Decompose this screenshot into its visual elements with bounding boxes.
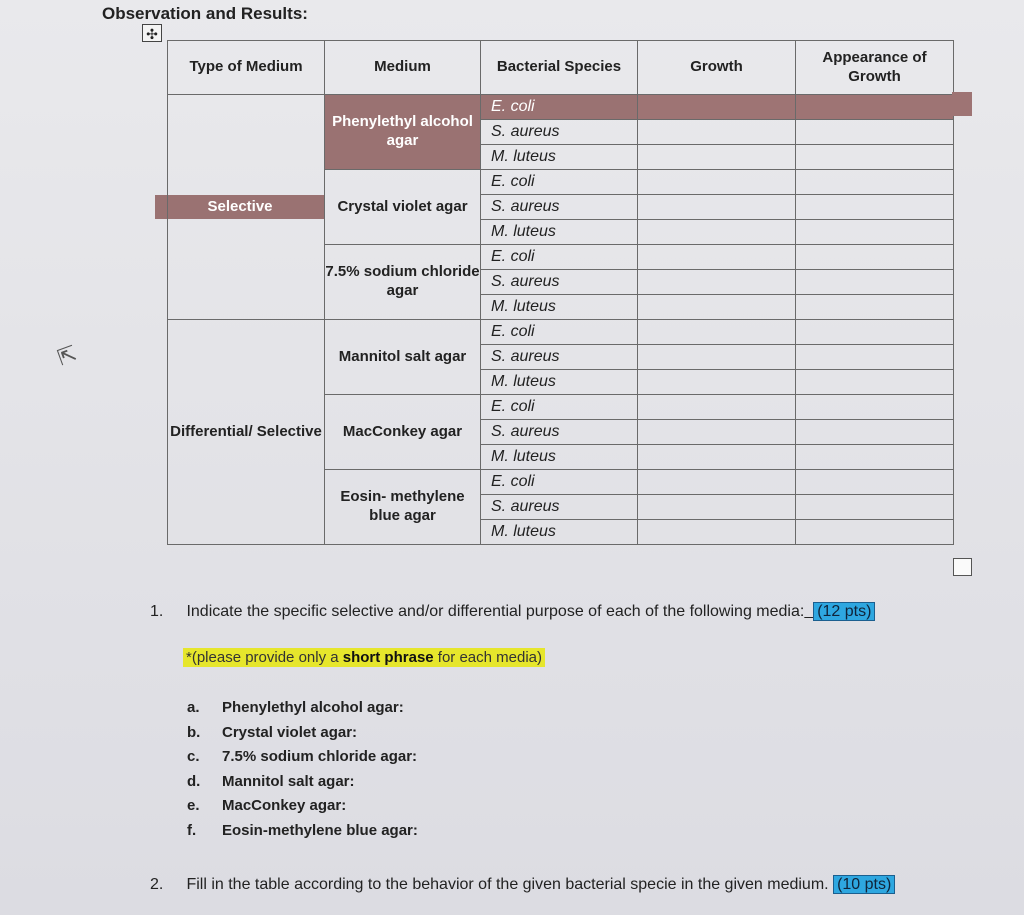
appearance-cell[interactable] bbox=[796, 345, 954, 370]
note-text-bold: short phrase bbox=[342, 649, 434, 666]
growth-cell[interactable] bbox=[638, 320, 796, 345]
question-2-text: Fill in the table according to the behavior of the given bacterial specie in the given medium. bbox=[186, 876, 829, 893]
table-header-row bbox=[168, 41, 954, 95]
question-2 bbox=[150, 876, 895, 894]
list-item bbox=[187, 724, 418, 749]
appearance-cell[interactable] bbox=[796, 520, 954, 545]
growth-cell[interactable] bbox=[638, 345, 796, 370]
type-cell-selective bbox=[168, 95, 325, 320]
growth-cell[interactable] bbox=[638, 420, 796, 445]
note-text-pre: *(please provide only a bbox=[186, 649, 343, 666]
growth-cell[interactable] bbox=[638, 120, 796, 145]
appearance-cell[interactable] bbox=[796, 95, 954, 120]
species-cell: E. coli bbox=[481, 95, 638, 120]
appearance-cell[interactable] bbox=[796, 120, 954, 145]
growth-cell[interactable] bbox=[638, 520, 796, 545]
species-cell: M. luteus bbox=[481, 445, 638, 470]
appearance-cell[interactable] bbox=[796, 320, 954, 345]
species-cell: M. luteus bbox=[481, 220, 638, 245]
list-item bbox=[187, 797, 418, 822]
header-appearance-of-growth: Appearance of Growth bbox=[796, 41, 954, 95]
medium-sodium-chloride: 7.5% sodium chloride agar bbox=[325, 245, 481, 320]
table-row bbox=[168, 320, 954, 345]
growth-cell[interactable] bbox=[638, 445, 796, 470]
item-letter: f. bbox=[187, 821, 197, 839]
medium-eosin-methylene-blue: Eosin- methylene blue agar bbox=[325, 470, 481, 545]
question-1-text: Indicate the specific selective and/or differential purpose of each of the following media: bbox=[186, 603, 805, 620]
question-1 bbox=[150, 603, 875, 621]
appearance-cell[interactable] bbox=[796, 145, 954, 170]
species-cell: E. coli bbox=[481, 320, 638, 345]
question-2-number: 2. bbox=[150, 876, 164, 893]
item-label: 7.5% sodium chloride agar: bbox=[222, 748, 418, 765]
type-differential-selective: Differential/ Selective bbox=[168, 320, 325, 545]
species-cell: E. coli bbox=[481, 470, 638, 495]
item-label: Phenylethyl alcohol agar: bbox=[222, 699, 404, 716]
row-selection-highlight bbox=[952, 92, 972, 116]
species-cell: S. aureus bbox=[481, 345, 638, 370]
header-type-of-medium: Type of Medium bbox=[168, 41, 325, 95]
species-cell: E. coli bbox=[481, 245, 638, 270]
appearance-cell[interactable] bbox=[796, 195, 954, 220]
header-medium: Medium bbox=[325, 41, 481, 95]
growth-cell[interactable] bbox=[638, 395, 796, 420]
appearance-cell[interactable] bbox=[796, 395, 954, 420]
type-selective: Selective bbox=[155, 195, 325, 219]
item-letter: e. bbox=[187, 797, 200, 814]
table-resize-handle-icon[interactable] bbox=[953, 558, 972, 576]
species-cell: M. luteus bbox=[481, 295, 638, 320]
appearance-cell[interactable] bbox=[796, 470, 954, 495]
appearance-cell[interactable] bbox=[796, 220, 954, 245]
appearance-cell[interactable] bbox=[796, 420, 954, 445]
growth-cell[interactable] bbox=[638, 170, 796, 195]
item-label: MacConkey agar: bbox=[222, 797, 347, 814]
growth-cell[interactable] bbox=[638, 370, 796, 395]
table-row bbox=[168, 95, 954, 120]
section-heading: Observation and Results: bbox=[102, 4, 308, 23]
growth-cell[interactable] bbox=[638, 95, 796, 120]
appearance-cell[interactable] bbox=[796, 445, 954, 470]
appearance-cell[interactable] bbox=[796, 295, 954, 320]
growth-cell[interactable] bbox=[638, 295, 796, 320]
question-1-points: (12 pts) bbox=[813, 602, 875, 621]
appearance-cell[interactable] bbox=[796, 270, 954, 295]
list-item bbox=[187, 699, 418, 724]
header-growth: Growth bbox=[638, 41, 796, 95]
note-text-post: for each media) bbox=[433, 649, 543, 666]
growth-cell[interactable] bbox=[638, 245, 796, 270]
appearance-cell[interactable] bbox=[796, 170, 954, 195]
list-item bbox=[187, 748, 418, 773]
growth-cell[interactable] bbox=[638, 220, 796, 245]
item-letter: c. bbox=[187, 748, 200, 765]
appearance-cell[interactable] bbox=[796, 370, 954, 395]
species-cell: E. coli bbox=[481, 170, 638, 195]
item-letter: b. bbox=[187, 723, 201, 741]
growth-cell[interactable] bbox=[638, 270, 796, 295]
observation-table bbox=[167, 40, 954, 545]
growth-cell[interactable] bbox=[638, 145, 796, 170]
item-label: Mannitol salt agar: bbox=[222, 772, 355, 790]
item-label: Crystal violet agar: bbox=[222, 723, 358, 741]
species-cell: S. aureus bbox=[481, 120, 638, 145]
list-item bbox=[187, 822, 418, 847]
species-cell: M. luteus bbox=[481, 520, 638, 545]
species-cell: M. luteus bbox=[481, 370, 638, 395]
appearance-cell[interactable] bbox=[796, 245, 954, 270]
table-move-handle-icon[interactable]: ✣ bbox=[142, 24, 162, 42]
species-cell: S. aureus bbox=[481, 270, 638, 295]
growth-cell[interactable] bbox=[638, 495, 796, 520]
medium-macconkey: MacConkey agar bbox=[325, 395, 481, 470]
growth-cell[interactable] bbox=[638, 195, 796, 220]
short-phrase-note bbox=[183, 648, 545, 667]
item-letter: a. bbox=[187, 699, 200, 716]
species-cell: E. coli bbox=[481, 395, 638, 420]
header-bacterial-species: Bacterial Species bbox=[481, 41, 638, 95]
question-1-number: 1. bbox=[150, 603, 164, 620]
species-cell: S. aureus bbox=[481, 420, 638, 445]
item-letter: d. bbox=[187, 772, 201, 790]
growth-cell[interactable] bbox=[638, 470, 796, 495]
medium-phenylethyl: Phenylethyl alcohol agar bbox=[325, 95, 481, 170]
medium-mannitol-salt: Mannitol salt agar bbox=[325, 320, 481, 395]
item-label: Eosin-methylene blue agar: bbox=[222, 821, 418, 839]
appearance-cell[interactable] bbox=[796, 495, 954, 520]
question-2-points: (10 pts) bbox=[833, 875, 895, 894]
mouse-cursor-icon: ⇱ bbox=[54, 340, 80, 371]
media-question-list bbox=[187, 699, 418, 846]
list-item bbox=[187, 773, 418, 798]
species-cell: M. luteus bbox=[481, 145, 638, 170]
medium-crystal-violet: Crystal violet agar bbox=[325, 170, 481, 245]
species-cell: S. aureus bbox=[481, 495, 638, 520]
species-cell: S. aureus bbox=[481, 195, 638, 220]
